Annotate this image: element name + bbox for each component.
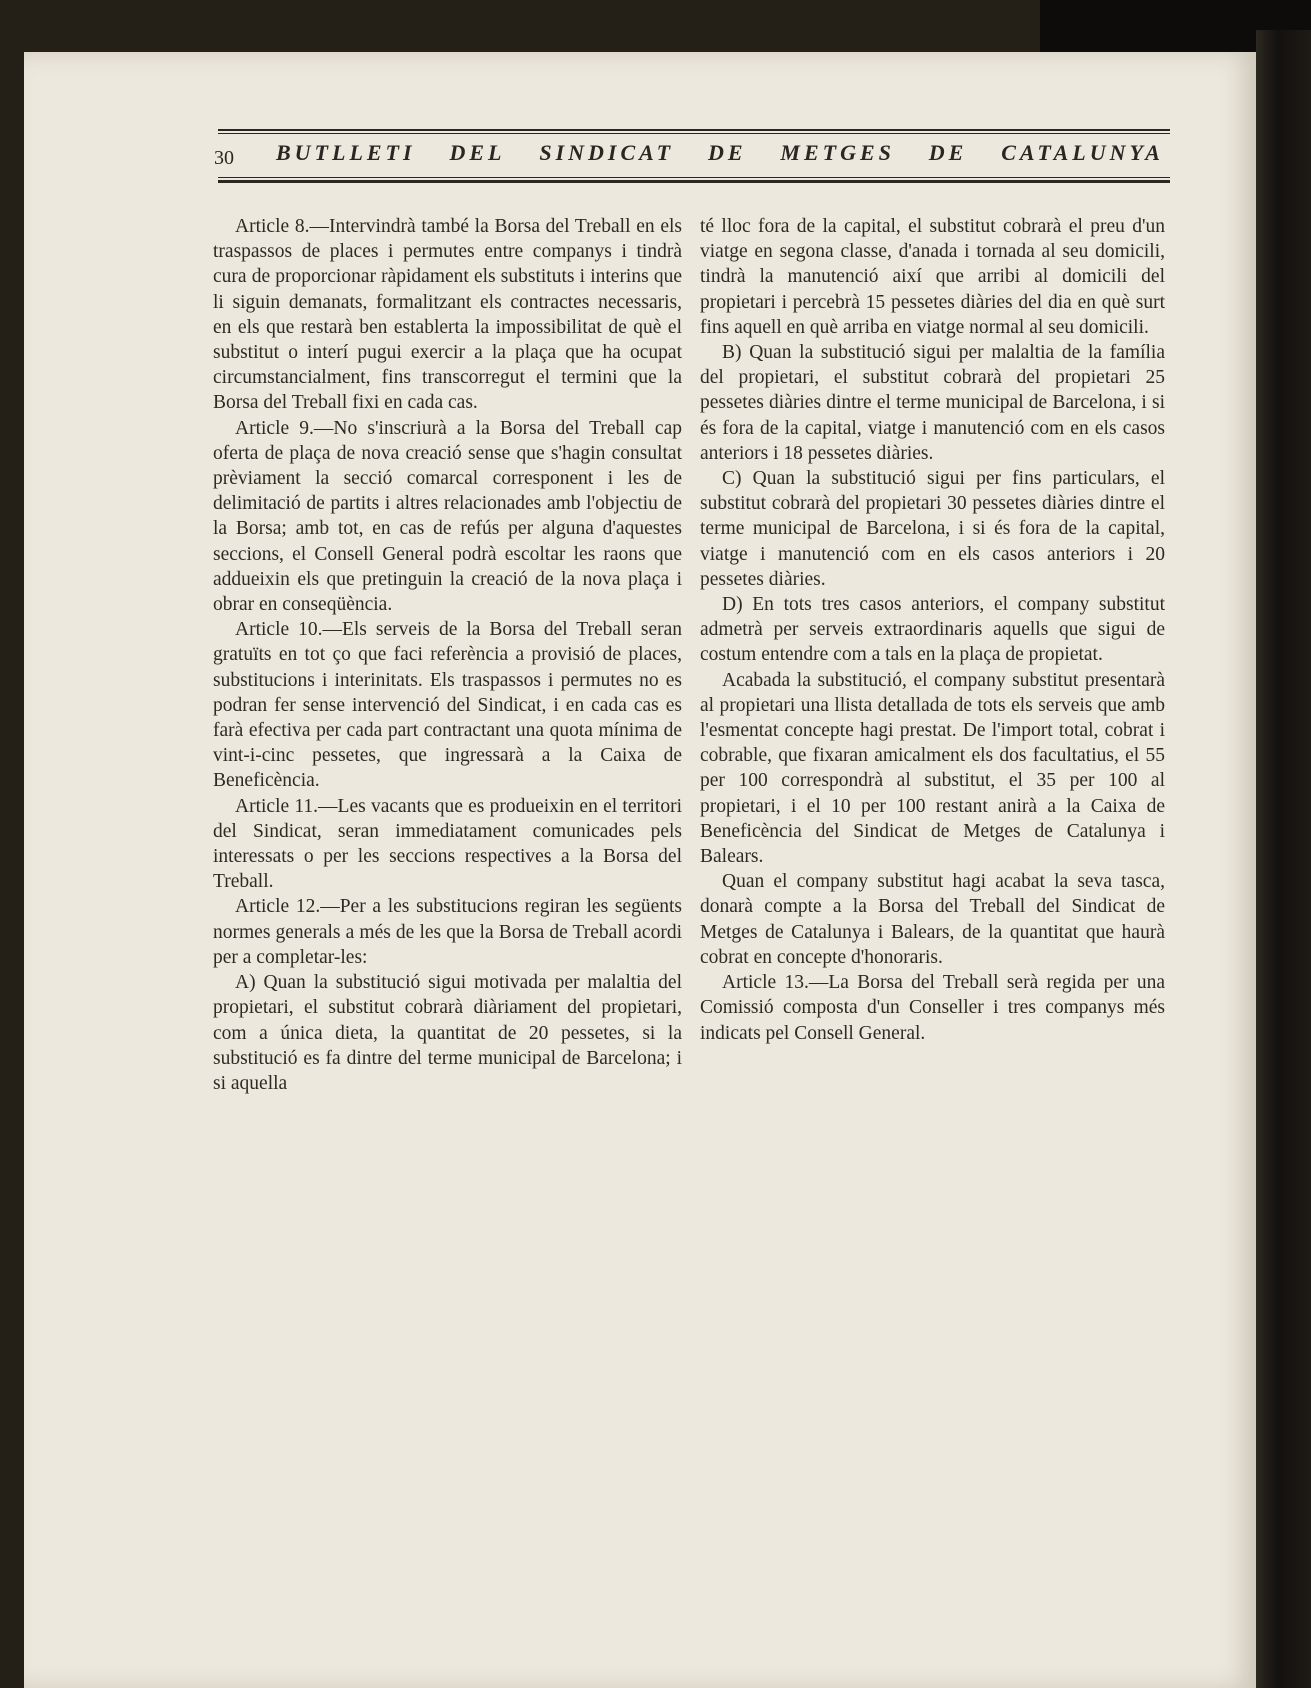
title-word: DE: [928, 140, 968, 165]
article-12-paragraph: Article 12.—Per a les substitucions regiran les següents normes generals a més de les que la Borsa de Treball acordi per a completar-les:: [213, 896, 682, 968]
clause-c-paragraph: C) Quan la substitució sigui per fins particulars, el substitut cobrarà del propietari 30 pessetes diàries dintre el terme municipal de Barcelona, i si és fora de la capital, viatge i manutenció com en els casos anteriors i 20 pessetes diàries.: [700, 468, 1165, 590]
right-scan-edge: [1256, 30, 1311, 1688]
title-word: SINDICAT: [539, 140, 675, 165]
article-10-paragraph: Article 10.—Els serveis de la Borsa del Treball seran gratuïts en tot ço que faci referència a provisió de places, substitucions i interinitats. Els traspassos i permutes no es podran fer sense intervenció del Sindicat, i en cada cas es farà efectiva per cada part contractant una quota mínima de vint-i-cinc pessetes, que ingressarà a la Caixa de Beneficència.: [213, 619, 682, 792]
header-rule-top-thin: [218, 133, 1170, 134]
clause-a-continuation: té lloc fora de la capital, el substitut cobrarà el preu d'un viatge en segona classe, d'anada i tornada al seu domicili, tindrà la manutenció així que arribi al domicili del propietari i percebrà 15 pessetes diàries del dia en què surt fins aquell en què arriba en viatge normal al seu domicili.: [700, 216, 1165, 338]
title-word: DEL: [449, 140, 506, 165]
substitution-end-paragraph: Acabada la substitució, el company substitut presentarà al propietari una llista detallada de tots els serveis que amb l'esmentat concepte hagi prestat. De l'import total, cobrat i cobrable, que fixaran amicalment els dos facultatius, el 55 per 100 correspondrà al substitut, el 35 per 100 al propietari, i el 10 per 100 restant anirà a la Caixa de Beneficència del Sindicat de Metges de Catalunya i Balears.: [700, 669, 1165, 868]
article-11-paragraph: Article 11.—Les vacants que es produeixin en el territori del Sindicat, seran immediatament comunicades pels interessats o per les seccions respectives a la Borsa del Treball.: [213, 795, 682, 893]
right-column: [700, 214, 1165, 1046]
header-rule-bottom-thin: [218, 177, 1170, 178]
left-column: [213, 214, 682, 1096]
clause-b-paragraph: B) Quan la substitució sigui per malaltia de la família del propietari, el substitut cobrarà del propietari 25 pessetes diàries dintre el terme municipal de Barcelona, i si és fora de la capital, viatge i manutenció com en els casos anteriors i 18 pessetes diàries.: [700, 342, 1165, 464]
report-paragraph: Quan el company substitut hagi acabat la seva tasca, donarà compte a la Borsa del Treball del Sindicat de Metges de Catalunya i Balears, de la quantitat que haurà cobrat en concepte d'honoraris.: [700, 871, 1165, 968]
page-number: 30: [214, 147, 234, 169]
article-13-paragraph: Article 13.—La Borsa del Treball serà regida per una Comissió composta d'un Conseller i tres companys més indicats pel Consell General.: [700, 972, 1165, 1044]
article-9-paragraph: Article 9.—No s'inscriurà a la Borsa del Treball cap oferta de plaça de nova creació sense que s'hagin consultat prèviament la secció comarcal corresponent i les de delimitació de partits i altres relacionades amb l'objectiu de la Borsa; amb tot, en cas de refús per alguna d'aquestes seccions, el Consell General podrà escoltar les raons que addueixin els que pretinguin la creació de la nova plaça i obrar en conseqüència.: [213, 417, 682, 616]
clause-d-paragraph: D) En tots tres casos anteriors, el company substitut admetrà per serveis extraordinaris aquells que sigui de costum entendre com a tals en la plaça de propietat.: [700, 594, 1165, 666]
running-title: [276, 140, 1164, 166]
clause-a-paragraph: A) Quan la substitució sigui motivada per malaltia del propietari, el substitut cobrarà diàriament del propietari, com a única dieta, la quantitat de 20 pessetes, si la substitució es fa dintre del terme municipal de Barcelona; i si aquella: [213, 972, 682, 1094]
title-word: BUTLLETI: [276, 140, 416, 165]
header-rule-top-thick: [218, 129, 1170, 131]
title-word: CATALUNYA: [1001, 140, 1164, 165]
article-8-paragraph: Article 8.—Intervindrà també la Borsa del Treball en els traspassos de places i permutes entre companys i tindrà cura de proporcionar ràpidament els substituts i interins que li siguin demanats, formalitzant els contractes necessaris, en els que restarà ben establerta la impossibilitat de què el substitut o interí pugui exercir a la plaça que ha ocupat circumstancialment, fins transcorregut el termini que la Borsa del Treball fixi en cada cas.: [213, 216, 682, 414]
header-rule-bottom-thick: [218, 180, 1170, 183]
title-word: METGES: [780, 140, 895, 165]
title-word: DE: [707, 140, 747, 165]
